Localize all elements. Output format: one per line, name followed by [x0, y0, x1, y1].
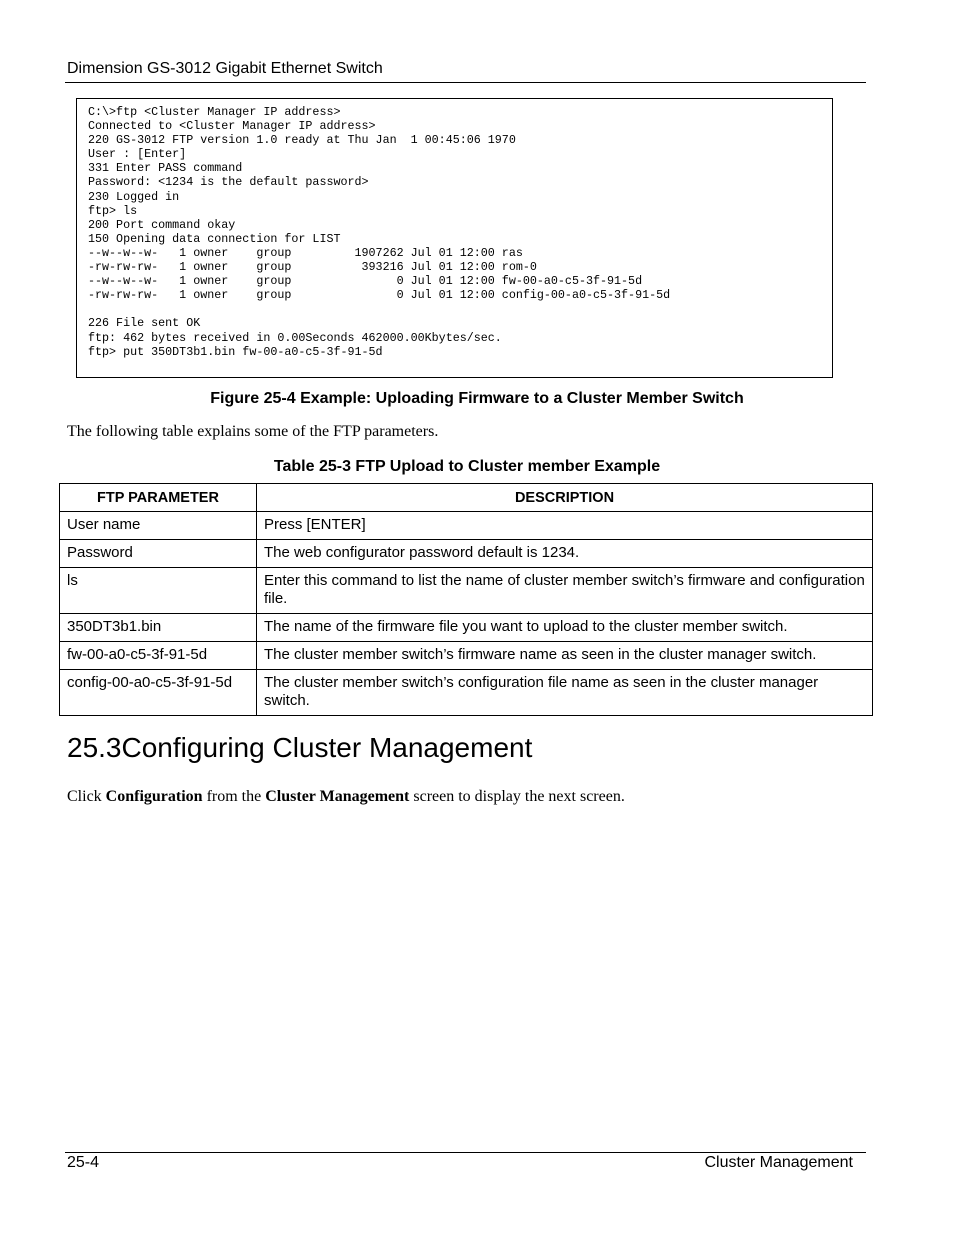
description-cell: The name of the firmware file you want to upload to the cluster member switch.	[257, 614, 873, 642]
ftp-session-listing	[76, 98, 833, 378]
parameter-cell: fw-00-a0-c5-3f-91-5d	[60, 642, 257, 670]
description-cell: The web configurator password default is 1234.	[257, 540, 873, 568]
parameter-cell: Password	[60, 540, 257, 568]
table-row	[60, 614, 873, 642]
header-divider	[65, 82, 866, 83]
body-text-segment: from the	[202, 788, 266, 805]
page-header-title: Dimension GS-3012 Gigabit Ethernet Switch	[67, 60, 383, 77]
body-bold-cluster-management: Cluster Management	[265, 788, 410, 805]
body-text-segment: Click	[67, 788, 106, 805]
footer-page-number: 25-4	[67, 1154, 100, 1171]
section-number: 25.3	[67, 732, 122, 763]
table-row	[60, 568, 873, 614]
column-header-description: DESCRIPTION	[257, 484, 873, 512]
description-cell: Press [ENTER]	[257, 512, 873, 540]
table-row	[60, 540, 873, 568]
section-title: Configuring Cluster Management	[121, 732, 533, 763]
description-cell: The cluster member switch’s configuration file name as seen in the cluster manager switch.	[257, 670, 873, 716]
ftp-parameters-table	[59, 483, 873, 716]
table-header-row	[60, 484, 873, 512]
figure-caption: Figure 25-4 Example: Uploading Firmware to a Cluster Member Switch	[210, 390, 744, 407]
description-cell: Enter this command to list the name of cluster member switch’s firmware and configuration file.	[257, 568, 873, 614]
body-bold-configuration: Configuration	[105, 788, 203, 805]
body-paragraph	[67, 788, 625, 806]
parameter-cell: User name	[60, 512, 257, 540]
table-row	[60, 512, 873, 540]
footer-divider	[65, 1152, 866, 1153]
table-row	[60, 642, 873, 670]
column-header-parameter: FTP PARAMETER	[60, 484, 257, 512]
description-cell: The cluster member switch’s firmware name as seen in the cluster manager switch.	[257, 642, 873, 670]
table-caption: Table 25-3 FTP Upload to Cluster member Example	[273, 458, 661, 475]
parameter-cell: config-00-a0-c5-3f-91-5d	[60, 670, 257, 716]
parameter-cell: ls	[60, 568, 257, 614]
table-row	[60, 670, 873, 716]
parameter-cell: 350DT3b1.bin	[60, 614, 257, 642]
body-text-segment: screen to display the next screen.	[409, 788, 625, 805]
intro-paragraph: The following table explains some of the FTP parameters.	[67, 423, 439, 440]
code-listing-text: C:\>ftp <Cluster Manager IP address> Connected to <Cluster Manager IP address> 220 GS-3012 FTP version 1.0 ready at Thu Jan 1 00:45:06 1970 User : [Enter] 331 Enter PASS command Password: <1234 is the default password> 230 Logged in ftp> ls 200 Port command okay 150 Opening data connection for LIST --w--w--w- 1 owner group 1907262 Jul 01 12:00 ras -rw-rw-rw- 1 owner group 393216 Jul 01 12:00 rom-0 --w--w--w- 1 owner group 0 Jul 01 12:00 fw-00-a0-c5-3f-91-5d -rw-rw-rw- 1 owner group 0 Jul 01 12:00 config-00-a0-c5-3f-91-5d 226 File sent OK ftp: 462 bytes received in 0.00Seconds 462000.00Kbytes/sec. ftp> put 350DT3b1.bin fw-00-a0-c5-3f-91-5d	[88, 105, 671, 359]
section-heading	[67, 732, 532, 764]
footer-chapter-name: Cluster Management	[704, 1154, 853, 1171]
